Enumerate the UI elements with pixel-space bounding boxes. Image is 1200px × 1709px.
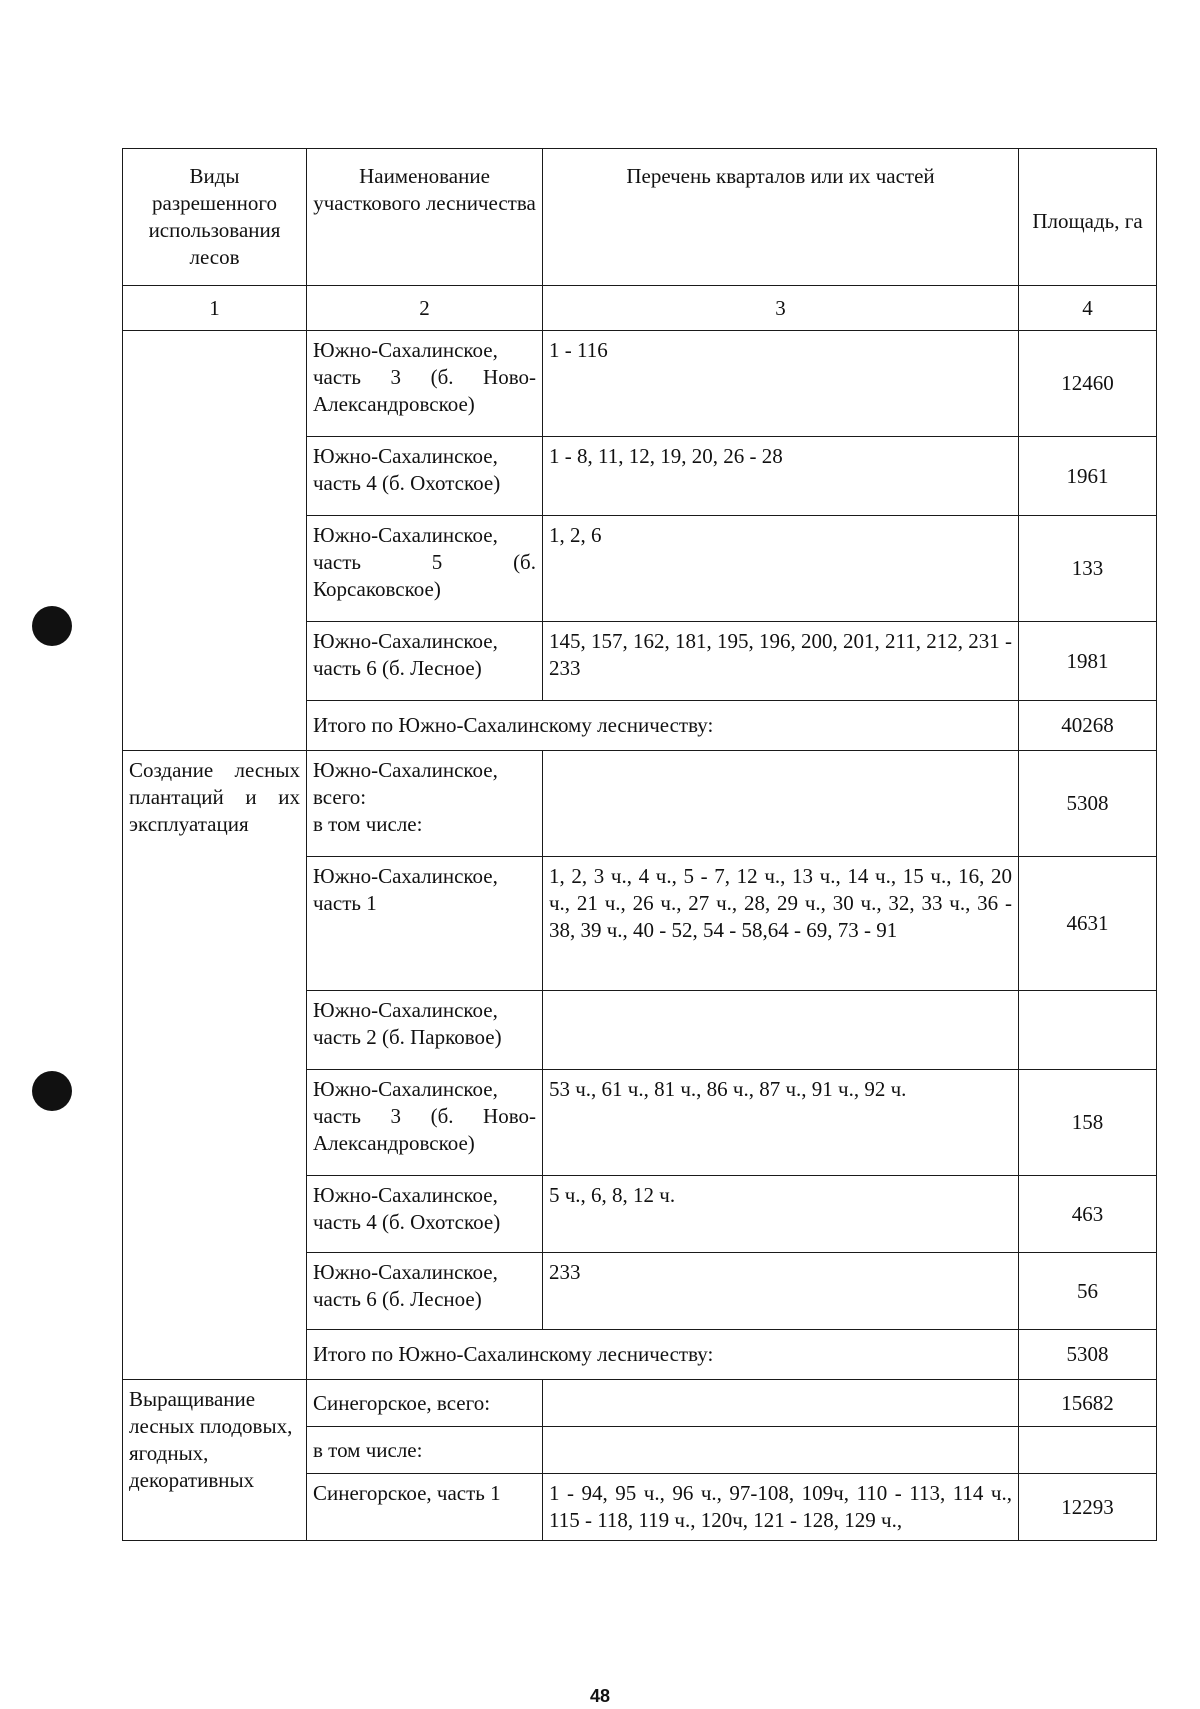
header-quarters: Перечень кварталов или их частей [543,149,1019,286]
header-area: Площадь, га [1019,149,1157,286]
forestry-total-label: Южно-Сахалинское, всего: [313,758,498,809]
column-number-row [123,286,1157,331]
quarters-list: 1, 2, 3 ч., 4 ч., 5 - 7, 12 ч., 13 ч., 14 ч., 15 ч., 16, 20 ч., 21 ч., 26 ч., 27 ч., 28, 29 ч., 30 ч., 32, 33 ч., 36 - 38, 39 ч., 40 - 52, 54 - 58,64 - 69, 73 - 91 [543,857,1019,991]
use-type-label: Выращивание лесных плодовых, ягодных, декоративных [129,1387,293,1492]
area-value: 463 [1019,1176,1157,1253]
area-value: 1981 [1019,622,1157,701]
total-area: 5308 [1019,1330,1157,1380]
quarters-list: 1 - 94, 95 ч., 96 ч., 97-108, 109ч, 110 - 113, 114 ч., 115 - 118, 119 ч., 120ч, 121 - 128, 129 ч., [543,1474,1019,1541]
use-type-label: Создание лесных плантаций и их эксплуатация [129,758,300,836]
area-value: 4631 [1019,857,1157,991]
forestry-name: Южно-Сахалинское, часть 2 (б. Парковое) [307,991,543,1070]
quarters-list: 233 [543,1253,1019,1330]
header-use-type: Виды разрешенного использования лесов [123,149,307,286]
including-label: в том числе: [313,812,423,836]
area-value: 12460 [1019,331,1157,437]
forestry-name: Южно-Сахалинское, часть 3 (б. Ново-Александровское) [307,331,543,437]
area-value [1019,991,1157,1070]
including-label: в том числе: [307,1427,543,1474]
quarters-list: 1 - 8, 11, 12, 19, 20, 26 - 28 [543,437,1019,516]
column-number-3: 3 [543,286,1019,331]
header-forestry-name: Наименование участкового лесничества [307,149,543,286]
forestry-name: Синегорское, всего: [307,1380,543,1427]
quarters-list-empty [543,751,1019,857]
use-type-cell [123,751,307,1380]
quarters-list [543,991,1019,1070]
forestry-name: Южно-Сахалинское, часть 5 (б. Корсаковское) [307,516,543,622]
forestry-name: Южно-Сахалинское, часть 6 (б. Лесное) [307,622,543,701]
quarters-list: 5 ч., 6, 8, 12 ч. [543,1176,1019,1253]
area-value-empty [1019,1427,1157,1474]
quarters-list: 1, 2, 6 [543,516,1019,622]
column-number-4: 4 [1019,286,1157,331]
quarters-list-empty [543,1380,1019,1427]
forestry-name [307,751,543,857]
page-number: 48 [589,1686,611,1706]
forestry-name: Синегорское, часть 1 [307,1474,543,1541]
column-number-1: 1 [123,286,307,331]
use-type-cell [123,1380,307,1541]
forestry-name: Южно-Сахалинское, часть 3 (б. Ново-Александровское) [307,1070,543,1176]
use-type-cell-empty [123,331,307,751]
forestry-name: Южно-Сахалинское, часть 4 (б. Охотское) [307,1176,543,1253]
forestry-name: Южно-Сахалинское, часть 4 (б. Охотское) [307,437,543,516]
quarters-list: 53 ч., 61 ч., 81 ч., 86 ч., 87 ч., 91 ч., 92 ч. [543,1070,1019,1176]
area-value: 158 [1019,1070,1157,1176]
forestry-name: Южно-Сахалинское, часть 6 (б. Лесное) [307,1253,543,1330]
forest-use-table [122,148,1156,1541]
area-value: 12293 [1019,1474,1157,1541]
column-number-2: 2 [307,286,543,331]
area-value: 5308 [1019,751,1157,857]
area-value: 15682 [1019,1380,1157,1427]
area-value: 56 [1019,1253,1157,1330]
quarters-list: 1 - 116 [543,331,1019,437]
total-label: Итого по Южно-Сахалинскому лесничеству: [307,1330,1019,1380]
total-area: 40268 [1019,701,1157,751]
table-row [123,751,1157,857]
area-value: 133 [1019,516,1157,622]
area-value: 1961 [1019,437,1157,516]
forestry-name: Южно-Сахалинское, часть 1 [307,857,543,991]
binder-hole-mark [32,606,72,646]
table-row [123,1380,1157,1427]
table-header-row [123,149,1157,286]
table-row [123,331,1157,437]
binder-hole-mark [32,1071,72,1111]
quarters-list: 145, 157, 162, 181, 195, 196, 200, 201, 211, 212, 231 - 233 [543,622,1019,701]
quarters-list-empty [543,1427,1019,1474]
total-label: Итого по Южно-Сахалинскому лесничеству: [307,701,1019,751]
